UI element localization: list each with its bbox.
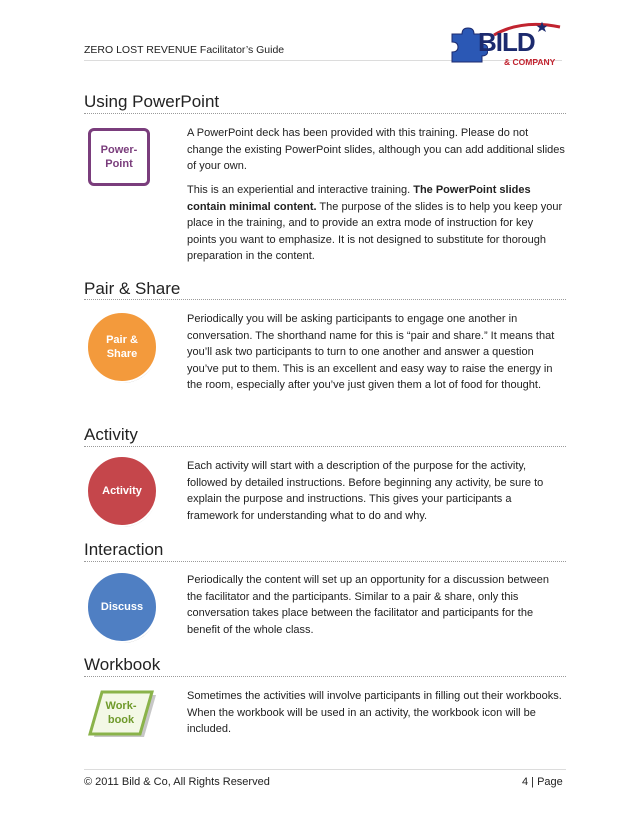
activity-icon-label: Activity [102,485,142,497]
powerpoint-paragraph-2-rest: The purpose of the slides is to help you keep your place in the training, and to provide an extra mode of instruction for key points you want to emphasize. It is not designed to substitute for thorough preparation in the content. [187,200,563,262]
workbook-icon-label-1: Work- [105,700,137,712]
section-divider [84,299,566,300]
logo-subtitle: & COMPANY [504,57,556,67]
section-divider [84,113,566,114]
interaction-paragraph: Periodically the content will set up an opportunity for a discussion between the facilitator and the participants. Similar to a pair & share, only this conversation takes place between the facilitator and participants for the benefit of the whole class. [187,574,549,636]
section-divider [84,676,566,677]
section-title-workbook: Workbook [84,655,161,674]
section-divider [84,446,566,447]
logo-wordmark: BILD [478,27,535,57]
workbook-paragraph: Sometimes the activities will involve participants in filling out their workbooks. When the workbook will be used in an activity, the workbook icon will be included. [187,690,562,735]
footer-copyright: © 2011 Bild & Co, All Rights Reserved [84,776,270,788]
powerpoint-icon-label-2: Point [105,158,133,170]
pair-share-icon-label-2: Share [106,348,138,360]
powerpoint-paragraph-2 [187,182,565,265]
powerpoint-paragraph-2-lead: This is an experiential and interactive training. [187,184,414,196]
discuss-icon-label: Discuss [100,601,144,613]
workbook-icon-label-2: book [107,714,135,726]
section-title-interaction: Interaction [84,540,164,559]
workbook-icon [88,690,158,740]
section-title-activity: Activity [84,425,138,444]
powerpoint-paragraph-2-emphasis: The PowerPoint slides contain minimal content. [187,184,531,213]
company-logo [448,20,568,68]
powerpoint-icon-label-1: Power- [100,144,138,156]
running-header: ZERO LOST REVENUE Facilitator’s Guide [84,44,285,56]
footer-page-number: 4 | Page [522,776,563,788]
section-title-pair-share: Pair & Share [84,279,181,298]
activity-paragraph: Each activity will start with a description of the purpose for the activity, followed by detailed instructions. Before beginning any activity, be sure to explain the purpose and instructions. This gives your participants a framework for understanding what to do and why. [187,460,544,522]
section-title-using-powerpoint: Using PowerPoint [84,92,220,111]
section-divider [84,561,566,562]
powerpoint-paragraph-1: A PowerPoint deck has been provided with this training. Please do not change the existing PowerPoint slides, although you can add additional slides of your own. [187,127,565,172]
footer-divider [84,769,566,770]
pair-share-paragraph: Periodically you will be asking participants to engage one another in conversation. The shorthand name for this is “pair and share.” It means that you’ll ask two participants to turn to one another and answer a question you’ve put to them. This is an excellent and easy way to raise the energy in the room, especially after you’ve just given them a lot of food for thought. [187,313,555,391]
pair-share-icon-label-1: Pair & [106,334,138,346]
